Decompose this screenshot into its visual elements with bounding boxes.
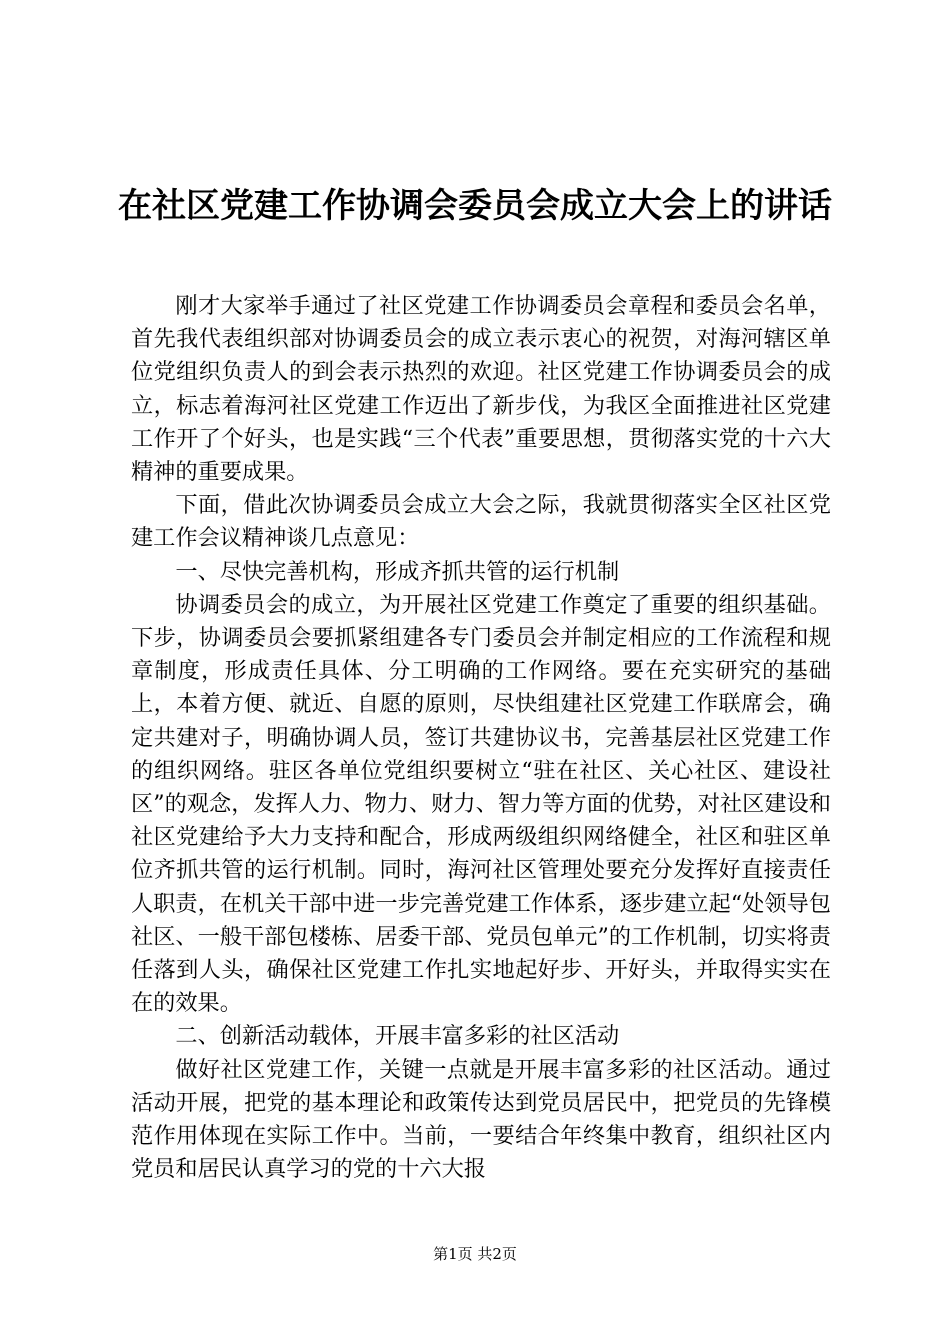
paragraph: 协调委员会的成立，为开展社区党建工作奠定了重要的组织基础。下步，协调委员会要抓紧组建各专门委员会并制定相应的工作流程和规章制度，形成责任具体、分工明确的工作网络。要在充实研究的基础上，本着方便、就近、自愿的原则，尽快组建社区党建工作联席会，确定共建对子，明确协调人员，签订共建协议书，完善基层社区党建工作的组织网络。驻区各单位党组织要树立“驻在社区、关心社区、建设社区”的观念，发挥人力、物力、财力、智力等方面的优势，对社区建设和社区党建给予大力支持和配合，形成两级组织网络健全，社区和驻区单位齐抓共管的运行机制。同时，海河社区管理处要充分发挥好直接责任人职责，在机关干部中进一步完善党建工作体系，逐步建立起“处领导包社区、一般干部包楼栋、居委干部、党员包单元”的工作机制，切实将责任落到人头，确保社区党建工作扎实地起好步、开好头，并取得实实在在的效果。 bbox=[131, 591, 831, 1017]
page-footer: 第1页 共2页 bbox=[433, 1245, 517, 1263]
document-title: 在社区党建工作协调会委员会成立大会上的讲话 bbox=[118, 186, 832, 226]
paragraph: 做好社区党建工作，关键一点就是开展丰富多彩的社区活动。通过活动开展，把党的基本理论和政策传达到党员居民中，把党员的先锋模范作用体现在实际工作中。当前，一要结合年终集中教育，组织社区内党员和居民认真学习的党的十六大报 bbox=[131, 1056, 831, 1183]
section-heading: 一、尽快完善机构，形成齐抓共管的运行机制 bbox=[175, 558, 620, 585]
document-body bbox=[131, 290, 831, 1186]
section-heading: 二、创新活动载体，开展丰富多彩的社区活动 bbox=[175, 1023, 620, 1050]
paragraph: 下面，借此次协调委员会成立大会之际，我就贯彻落实全区社区党建工作会议精神谈几点意见： bbox=[131, 492, 831, 552]
paragraph: 刚才大家举手通过了社区党建工作协调委员会章程和委员会名单，首先我代表组织部对协调委员会的成立表示衷心的祝贺，对海河辖区单位党组织负责人的到会表示热烈的欢迎。社区党建工作协调委员会的成立，标志着海河社区党建工作迈出了新步伐，为我区全面推进社区党建工作开了个好头，也是实践“三个代表”重要思想，贯彻落实党的十六大精神的重要成果。 bbox=[131, 293, 831, 486]
